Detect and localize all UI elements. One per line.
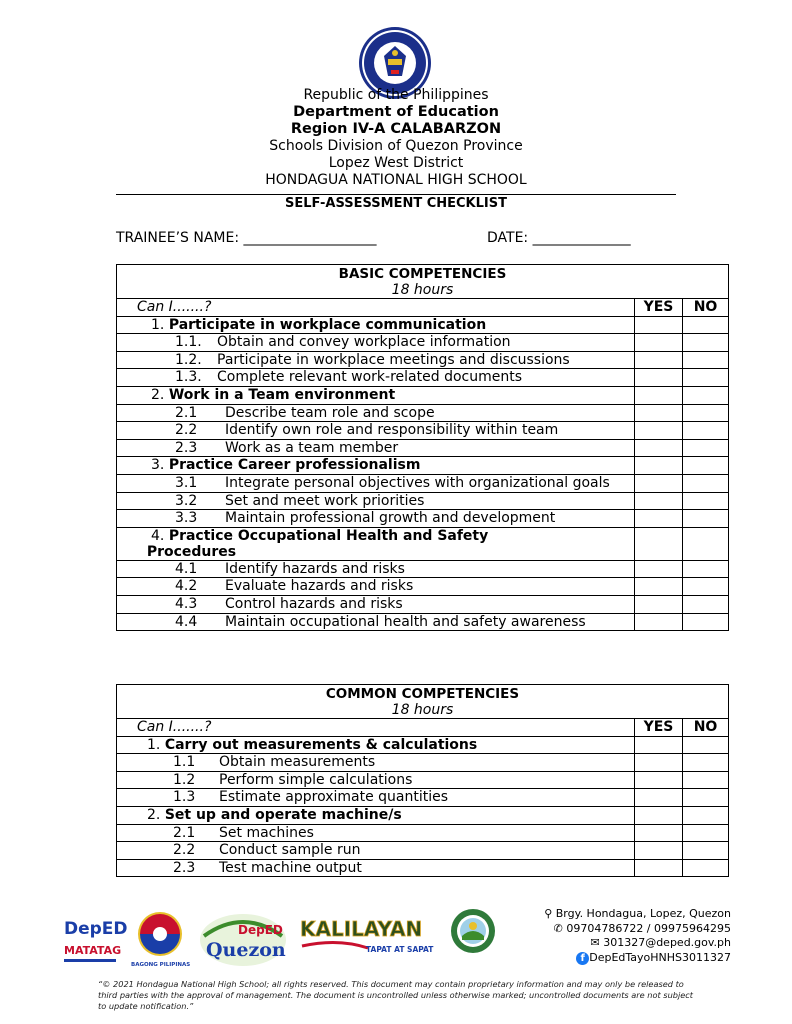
- list-item: 1.1 Obtain measurements: [173, 754, 376, 771]
- no-checkbox[interactable]: [683, 595, 729, 613]
- list-item: 3.1 Integrate personal objectives with organizational goals: [175, 474, 610, 491]
- date-blank[interactable]: ______________: [532, 230, 631, 246]
- table-row: [117, 386, 729, 404]
- table-row: [117, 824, 729, 842]
- yes-checkbox[interactable]: [635, 316, 683, 334]
- common-competencies-table: [116, 684, 729, 877]
- trainee-name-blank[interactable]: ___________________: [243, 230, 377, 246]
- table-row: [117, 754, 729, 772]
- phone-icon: ✆: [553, 921, 563, 935]
- table-row: [117, 806, 729, 824]
- list-item: 1.1. Obtain and convey workplace information: [175, 334, 511, 351]
- yes-checkbox[interactable]: [635, 474, 683, 492]
- table-row: [117, 510, 729, 528]
- no-checkbox[interactable]: [683, 527, 729, 560]
- yes-checkbox[interactable]: [635, 824, 683, 842]
- no-checkbox[interactable]: [683, 369, 729, 387]
- no-checkbox[interactable]: [683, 789, 729, 807]
- date-label: DATE:: [487, 230, 529, 246]
- list-item: 2.3 Test machine output: [173, 859, 362, 876]
- no-checkbox[interactable]: [683, 806, 729, 824]
- no-checkbox[interactable]: [683, 824, 729, 842]
- letterhead: [0, 87, 792, 189]
- no-checkbox[interactable]: [683, 613, 729, 631]
- section-heading: 1. Participate in workplace communication: [117, 316, 635, 334]
- list-item: 4.3 Control hazards and risks: [175, 595, 403, 612]
- table-row: [117, 842, 729, 860]
- yes-checkbox[interactable]: [635, 510, 683, 528]
- no-header: NO: [683, 719, 729, 737]
- table-row: [117, 439, 729, 457]
- svg-text:TAPAT AT SAPAT: TAPAT AT SAPAT: [366, 945, 434, 954]
- basic-competencies-table: [116, 264, 729, 631]
- can-i-label: Can I.......?: [117, 299, 635, 317]
- table-row: [117, 369, 729, 387]
- svg-text:Quezon: Quezon: [206, 939, 286, 961]
- yes-checkbox[interactable]: [635, 595, 683, 613]
- no-checkbox[interactable]: [683, 404, 729, 422]
- section-heading: 3. Practice Career professionalism: [117, 457, 635, 475]
- yes-checkbox[interactable]: [635, 859, 683, 877]
- can-i-label: Can I.......?: [117, 719, 635, 737]
- yes-checkbox[interactable]: [635, 369, 683, 387]
- yes-checkbox[interactable]: [635, 492, 683, 510]
- no-checkbox[interactable]: [683, 316, 729, 334]
- no-checkbox[interactable]: [683, 386, 729, 404]
- facebook-icon: f: [576, 952, 589, 965]
- table-header-row: [117, 299, 729, 317]
- deped-matatag-logo: [62, 912, 128, 968]
- yes-checkbox[interactable]: [635, 386, 683, 404]
- table-row: [117, 789, 729, 807]
- table-row: [117, 316, 729, 334]
- table-row: [117, 859, 729, 877]
- list-item: 3.2 Set and meet work priorities: [175, 492, 425, 509]
- no-checkbox[interactable]: [683, 334, 729, 352]
- svg-text:DepED: DepED: [238, 923, 283, 937]
- facebook-row: f DepEdTayoHNHS3011327: [541, 951, 731, 966]
- list-item: 1.2. Participate in workplace meetings and discussions: [175, 351, 570, 368]
- table-row: [117, 422, 729, 440]
- no-checkbox[interactable]: [683, 422, 729, 440]
- no-checkbox[interactable]: [683, 439, 729, 457]
- svg-text:DepED: DepED: [64, 919, 128, 939]
- contact-info: [541, 907, 731, 965]
- yes-checkbox[interactable]: [635, 789, 683, 807]
- yes-checkbox[interactable]: [635, 754, 683, 772]
- no-checkbox[interactable]: [683, 859, 729, 877]
- yes-checkbox[interactable]: [635, 457, 683, 475]
- yes-header: YES: [635, 299, 683, 317]
- yes-header: YES: [635, 719, 683, 737]
- section-heading: 2. Work in a Team environment: [117, 386, 635, 404]
- no-checkbox[interactable]: [683, 578, 729, 596]
- yes-checkbox[interactable]: [635, 806, 683, 824]
- no-checkbox[interactable]: [683, 771, 729, 789]
- yes-checkbox[interactable]: [635, 334, 683, 352]
- no-checkbox[interactable]: [683, 736, 729, 754]
- table-row: [117, 771, 729, 789]
- list-item: 1.3. Complete relevant work-related documents: [175, 369, 522, 386]
- table-row: [117, 613, 729, 631]
- page-title: SELF-ASSESSMENT CHECKLIST: [285, 196, 507, 211]
- yes-checkbox[interactable]: [635, 613, 683, 631]
- table-title-row: [117, 685, 729, 719]
- no-checkbox[interactable]: [683, 351, 729, 369]
- region-line: Region IV-A CALABARZON: [290, 121, 502, 137]
- trainee-name-field[interactable]: [116, 230, 377, 247]
- yes-checkbox[interactable]: [635, 422, 683, 440]
- table-row: [117, 492, 729, 510]
- division-line: Schools Division of Quezon Province: [269, 138, 523, 154]
- table-row: [117, 736, 729, 754]
- kalilayan-logo: [298, 916, 442, 960]
- table-row: [117, 457, 729, 475]
- school-seal-logo: [450, 908, 496, 954]
- list-item: 4.2 Evaluate hazards and risks: [175, 578, 414, 595]
- deped-quezon-logo: [198, 910, 288, 968]
- list-item: 2.2 Identify own role and responsibility within team: [175, 422, 559, 439]
- list-item: 4.4 Maintain occupational health and safety awareness: [175, 613, 586, 630]
- yes-checkbox[interactable]: [635, 560, 683, 578]
- table-title-row: [117, 265, 729, 299]
- yes-checkbox[interactable]: [635, 771, 683, 789]
- list-item: 1.2 Perform simple calculations: [173, 771, 413, 788]
- no-checkbox[interactable]: [683, 842, 729, 860]
- svg-text:KALILAYAN: KALILAYAN: [300, 917, 423, 941]
- yes-checkbox[interactable]: [635, 578, 683, 596]
- yes-checkbox[interactable]: [635, 527, 683, 560]
- yes-checkbox[interactable]: [635, 439, 683, 457]
- no-checkbox[interactable]: [683, 457, 729, 475]
- yes-checkbox[interactable]: [635, 351, 683, 369]
- table-title: BASIC COMPETENCIES: [338, 266, 507, 282]
- table-row: [117, 404, 729, 422]
- svg-text:MATATAG: MATATAG: [64, 944, 122, 957]
- yes-checkbox[interactable]: [635, 404, 683, 422]
- republic-line: Republic of the Philippines: [303, 87, 489, 103]
- no-checkbox[interactable]: [683, 754, 729, 772]
- list-item: 2.1 Set machines: [173, 824, 314, 841]
- yes-checkbox[interactable]: [635, 736, 683, 754]
- no-checkbox[interactable]: [683, 510, 729, 528]
- table-hours: 18 hours: [391, 702, 454, 718]
- school-line: HONDAGUA NATIONAL HIGH SCHOOL: [265, 172, 527, 188]
- yes-checkbox[interactable]: [635, 842, 683, 860]
- no-checkbox[interactable]: [683, 560, 729, 578]
- table-hours: 18 hours: [391, 282, 454, 298]
- email-icon: ✉: [590, 936, 600, 949]
- section-heading: 1. Carry out measurements & calculations: [117, 736, 635, 754]
- table-row: [117, 334, 729, 352]
- phone-row: ✆ 09704786722 / 09975964295: [553, 921, 731, 935]
- table-row: [117, 560, 729, 578]
- no-checkbox[interactable]: [683, 474, 729, 492]
- date-field[interactable]: [487, 230, 631, 247]
- svg-text:BAGONG PILIPINAS: BAGONG PILIPINAS: [131, 962, 191, 968]
- list-item: 2.2 Conduct sample run: [173, 842, 361, 859]
- list-item: 4.1 Identify hazards and risks: [175, 560, 405, 577]
- address-row: ⚲ Brgy. Hondagua, Lopez, Quezon: [541, 907, 731, 922]
- trainee-name-label: TRAINEE’S NAME:: [116, 230, 240, 246]
- bagong-pilipinas-logo: [128, 908, 192, 970]
- table-row: [117, 474, 729, 492]
- list-item: 2.3 Work as a team member: [175, 439, 399, 456]
- section-heading: 4. Practice Occupational Health and Safety Procedures: [117, 527, 635, 560]
- email-row: ✉ 301327@deped.gov.ph: [590, 936, 731, 949]
- location-pin-icon: ⚲: [544, 907, 553, 920]
- department-line: Department of Education: [293, 104, 499, 120]
- no-header: NO: [683, 299, 729, 317]
- table-row: [117, 351, 729, 369]
- list-item: 1.3 Estimate approximate quantities: [173, 789, 449, 806]
- table-header-row: [117, 719, 729, 737]
- table-row: [117, 595, 729, 613]
- district-line: Lopez West District: [328, 155, 464, 171]
- copyright-disclaimer: “© 2021 Hondagua National High School; all rights reserved. This document may contain proprietary information and may only be released to third parties with the approval of management. The document is uncontrolled unless otherwise marked; uncontrolled documents are not subject to update notification.”: [98, 979, 693, 1011]
- list-item: 2.1 Describe team role and scope: [175, 404, 435, 421]
- table-row: [117, 578, 729, 596]
- no-checkbox[interactable]: [683, 492, 729, 510]
- section-heading: 2. Set up and operate machine/s: [117, 806, 635, 824]
- list-item: 3.3 Maintain professional growth and development: [175, 510, 556, 527]
- table-row: [117, 527, 729, 560]
- table-title: COMMON COMPETENCIES: [325, 686, 520, 702]
